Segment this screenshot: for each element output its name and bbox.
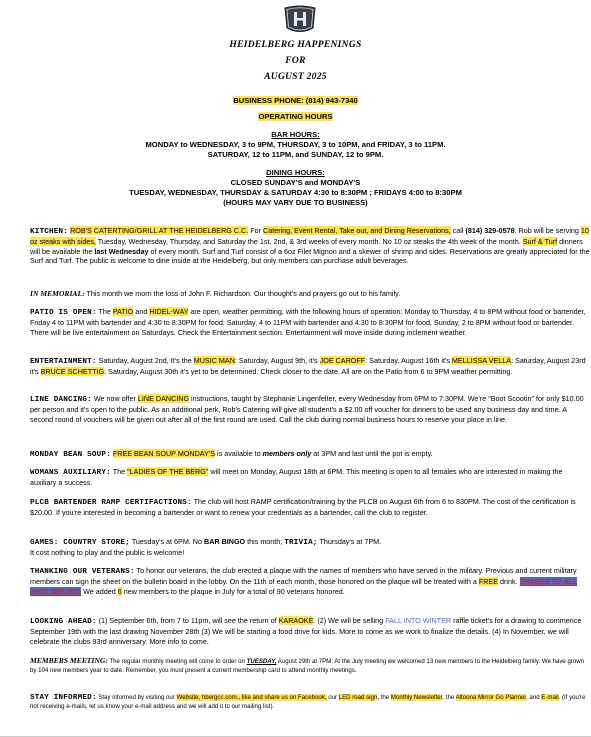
veterans-section: THANKING OUR VETERANS: To honor our veterans, the club erected a plaque with the names of members who have served in the military. Previous and current military members can sign the sheet on the bulletin board in the lobby. On the 11th of each month, those honored on the plaque will be treated with a FREE drink. THANKS TO ALL WHO SERVED. We added 6 new members to the plaque in July for a total of 90 veterans honored. [30, 566, 578, 596]
heidelberg-logo [283, 4, 317, 34]
dining-hours-title: DINING HOURS: [266, 168, 325, 177]
email-link[interactable]: E-mail [541, 694, 559, 701]
newsletter-title: HEIDELBERG HAPPENINGS [229, 40, 362, 50]
dining-hours-line1: CLOSED SUNDAY'S and MONDAY'S [230, 178, 361, 187]
stay-informed-heading: STAY INFORMED: [30, 694, 97, 702]
bar-hours-line1: MONDAY to WEDNESDAY, 3 to 9PM, THURSDAY, 3 to 10PM, and FRIDAY, 3 to 11PM. [145, 140, 446, 149]
entertainment-heading: ENTERTAINMENT: [30, 358, 97, 366]
looking-ahead-heading: LOOKING AHEAD: [30, 618, 97, 626]
veterans-heading: THANKING OUR VETERANS: [30, 568, 135, 576]
memorial-section: IN MEMORIAL: This month we morn the loss of John F. Richardson. Our thought's and prayers go out to his family. [30, 289, 401, 298]
patio-heading: PATIO IS OPEN: [30, 309, 97, 317]
bar-hours-title: BAR HOURS: [271, 130, 320, 139]
bar-hours-line2: SATURDAY, 12 to 11PM, and SUNDAY, 12 to 9PM. [207, 150, 384, 159]
auxiliary-heading: WOMANS AUXILIARY: [30, 469, 111, 477]
plcb-section: PLCB BARTENDER RAMP CERTIFACTIONS: The club will host RAMP certification/training by the PLCB on August 6th from 6 to 830PM. The cost of the certification is $20.00. If you're interested in becoming a bartender or want to renew your credentials as a bartender, call the club to register. [30, 497, 576, 518]
line-dancing-heading: LINE DANCING: [30, 396, 92, 404]
kitchen-heading: KITCHEN: [30, 228, 69, 236]
memorial-heading: IN MEMORIAL: [30, 289, 85, 298]
bean-soup-section: MONDAY BEAN SOUP: FREE BEAN SOUP MONDAY'S is available to members only at 3PM and last until the pot is empty. [30, 449, 433, 459]
members-meeting-section: MEMBERS MEETING: The regular monthly meeting will come to order on TUESDAY, August 29th at 7PM. At the July meeting we welcomed 13 new members to the Heidelberg family. We have grown by 104 new members year to date. Remember, you must present a current membership card to attend monthly meetings. [30, 656, 585, 674]
stay-informed-section: STAY INFORMED: Stay informed by visiting our Website, hbergcc.com., like and share us on Facebook, our LED road sign, the Monthly Newsletter, the Altoona Mirror Go Planner, and E-mail. (If you're not receiving e-mails, let us know your e-mail address and we will add it to our mailing list). [30, 694, 586, 710]
line-dancing-section: LINE DANCING: We now offer LINE DANCING instructions, taught by Stephanie Lingenfelter, every Wednesday from 6PM to 7:30PM. We're "Boot Scootin" for only $10.00 per person and it's open to the public. As an additional perk, Rob's Catering will give all student's a $2.00 off voucher for dinners to be used any business day and time. A second round of vouchers will be given out after all of the first round are used. Call the club during normal business hours to reserve your place in line. [30, 394, 584, 424]
business-phone: BUSINESS PHONE: (814) 943-7340 [233, 96, 358, 105]
newsletter-title-month: AUGUST 2025 [264, 72, 327, 82]
operating-hours-title: OPERATING HOURS [258, 112, 333, 121]
auxiliary-section: WOMANS AUXILIARY: The "LADIES OF THE BERG" will meet on Monday, August 18th at 6PM. This meeting is open to all females who are interested in making the auxiliary a success. [30, 467, 563, 488]
games-section: GAMES: COUNTRY STORE; Tuesday's at 6PM. No BAR BINGO this month; TRIVIA; Thursday's at 7PM. It cost nothing to play and the public is welcome! [30, 537, 382, 558]
website-link[interactable]: Website, hbergcc.com., [176, 694, 241, 701]
members-meeting-heading: MEMBERS MEETING: [30, 656, 108, 665]
looking-ahead-section: LOOKING AHEAD: (1) September 6th, from 7 to 11pm, will see the return of KARAOKE. (2) We will be selling FALL INTO WINTER raffle ticket's for a drawing to commence September 19th with the last drawing November 28th (3) We will be starting a food drive for kids. More to come as we work to finalize the details. (4) In November, we will celebrate the clubs 93rd anniversary. More info to come. [30, 616, 582, 646]
games-heading: GAMES: COUNTRY STORE; [30, 539, 130, 547]
bean-soup-heading: MONDAY BEAN SOUP: [30, 451, 111, 459]
plcb-heading: PLCB BARTENDER RAMP CERTIFACTIONS: [30, 499, 192, 507]
patio-section: PATIO IS OPEN: The PATIO and HIDEL-WAY are open, weather permitting, with the following hours of operation: Monday to Thursday, 4 to 8PM without food or bartender, Friday 4 to 11PM with bartender and 4:30 to 8:30PM for food: Saturday, 4 to 11PM with bartender and 4:30 to 8:30PM for food, Sunday, 2 to 8PM without food or bartender. There will be live entertainment on Saturdays. Check the Entertainment section. Entertainment will move inside during inclement weather. [30, 307, 586, 337]
newsletter-title-for: FOR [285, 56, 306, 66]
dining-hours-line3: (HOURS MAY VARY DUE TO BUSINESS) [223, 198, 368, 207]
kitchen-section: KITCHEN: ROB'S CATERTING/GRILL AT THE HEIDELBERG C.C. For Catering, Event Rental, Take out, and Dining Reservations, call (814) 329-0578. Rob will be serving 10 oz steaks with sides, Tuesday, Wednesday, Thursday, and Saturday the 1st, 2nd, & 3rd weeks of every month. No 10 oz steaks the 4th week of the month. Surf & Turf dinners will be available the last Wednesday of every month. Surf and Turf consist of a 6oz Filet Mignon and a skewer of shrimp and sides. Reservations are greatly appreciated for the Surf and Turf. The public is welcome to dine inside at the Heidelberg, but only members can purchase adult beverages. [30, 226, 590, 266]
facebook-link[interactable]: like and share us on Facebook, [240, 694, 327, 701]
dining-hours-line2: TUESDAY, WEDNESDAY, THURSDAY & SATURDAY 4:30 to 8:30PM ; FRIDAYS 4:00 to 8:30PM [129, 188, 462, 197]
entertainment-section: ENTERTAINMENT: Saturday, August 2nd, It's the MUSIC MAN: Saturday, August 9th, it's JOE CAROFF: Saturday, August 16th it's MELLISSA VELLA: Saturday, August 23rd it's BRUCE SCHETTIG: Saturday, August 30th it's yet to be determined. Check closer to the date. All are on the Patio from 6 to 9PM weather permitting. [30, 356, 586, 377]
